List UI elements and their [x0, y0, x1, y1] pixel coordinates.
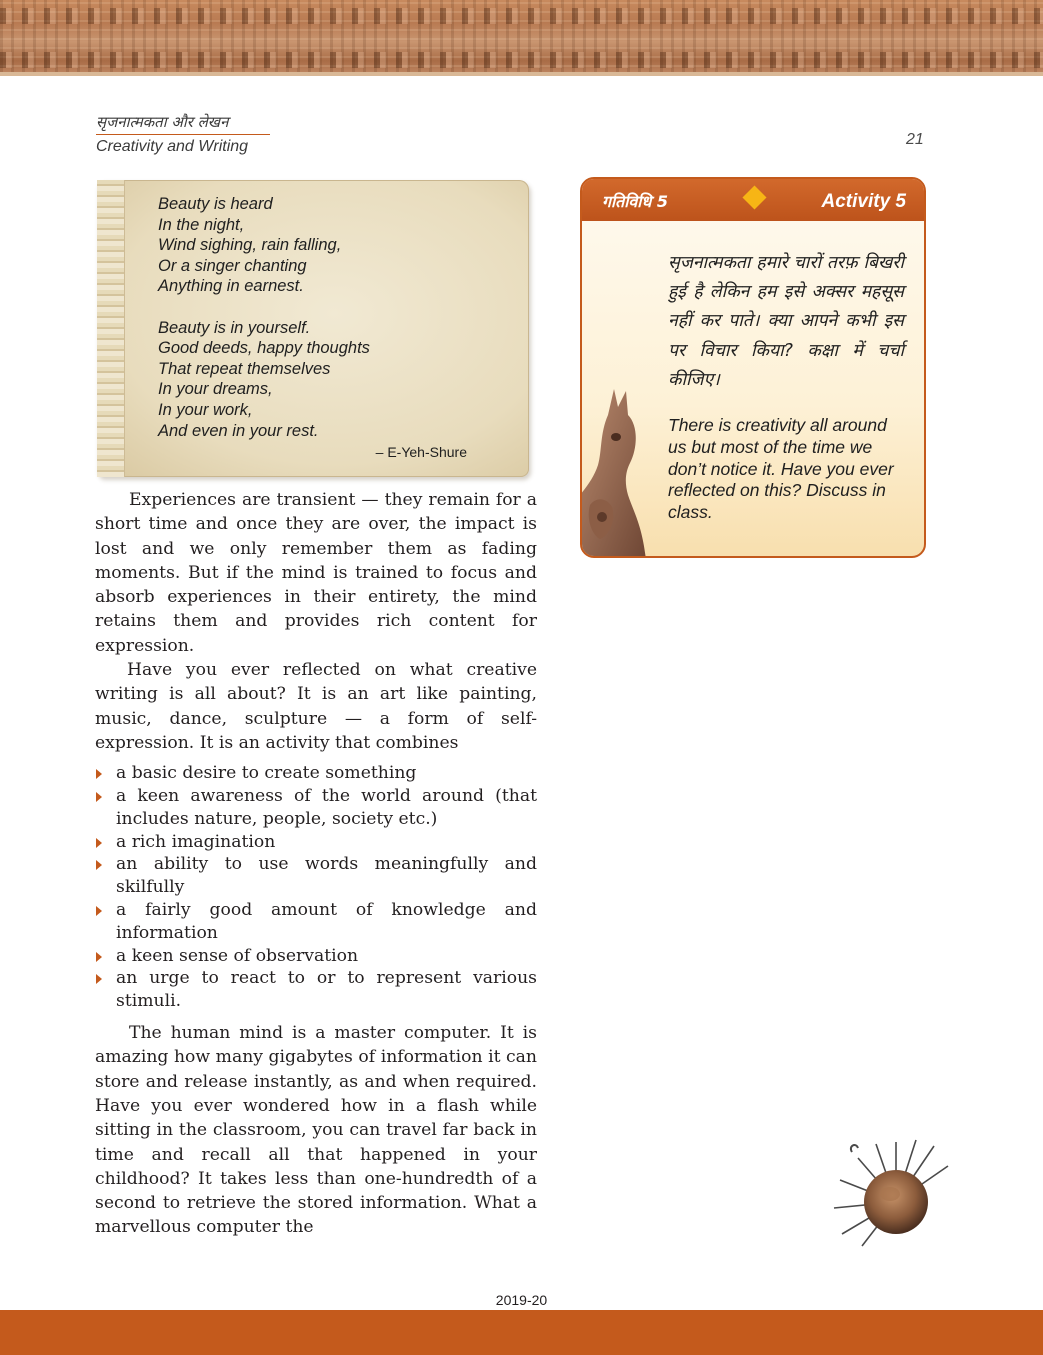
bullet-icon: [96, 838, 102, 848]
activity-label-english: Activity 5: [821, 191, 906, 212]
decorative-header-band: [0, 0, 1043, 76]
poem-line: Good deeds, happy thoughts: [158, 339, 370, 358]
main-text-column: [95, 488, 537, 1240]
footer-bar: [0, 1310, 1043, 1355]
poem-line: Beauty is heard: [158, 195, 273, 213]
list-item: a keen awareness of the world around (that includes nature, people, society etc.): [95, 785, 537, 831]
activity-box: [580, 177, 926, 558]
poem-line: Wind sighing, rain falling,: [158, 236, 342, 255]
activity-text-hindi: सृजनात्मकता हमारे चारों तरफ़ बिखरी हुई है लेकिन हम इसे अक्सर महसूस नहीं कर पाते। क्या आपने कभी इस पर विचार किया? कक्षा में चर्चा कीजिए।: [668, 253, 904, 390]
poem-author: – E-Yeh-Shure: [375, 444, 467, 460]
poem-line: In your dreams,: [158, 380, 273, 399]
list-item: an ability to use words meaningfully and skilfully: [95, 853, 537, 899]
paper-edge: [97, 180, 125, 477]
list-item: an urge to react to or to represent various stimuli.: [95, 967, 537, 1013]
poem-line: In the night,: [158, 215, 245, 234]
footer-year: 2019-20: [495, 1292, 548, 1308]
bullet-icon: [96, 952, 102, 962]
bullet-icon: [96, 792, 102, 802]
poem-line: In your work,: [158, 400, 253, 419]
running-header-english: Creativity and Writing: [96, 138, 249, 155]
list-item: a basic desire to create something: [95, 762, 537, 785]
poem-line: Or a singer chanting: [158, 256, 307, 275]
poem-line: That repeat themselves: [158, 359, 331, 378]
running-header-hindi: सृजनात्मकता और लेखन: [96, 112, 270, 135]
diamond-icon: [742, 185, 766, 209]
poem-card: [97, 180, 529, 477]
activity-label-hindi: गतिविधि 5: [602, 192, 668, 211]
bullet-icon: [96, 860, 102, 870]
running-header: [96, 112, 270, 156]
poem-line: Anything in earnest.: [158, 277, 304, 296]
bullet-icon: [96, 974, 102, 984]
list-item: a fairly good amount of knowledge and information: [95, 899, 537, 945]
bullet-icon: [96, 769, 102, 779]
list-item: a keen sense of observation: [95, 945, 537, 968]
poem-line: And even in your rest.: [158, 421, 319, 440]
paragraph: The human mind is a master computer. It is amazing how many gigabytes of information it can store and release instantly, as and when required. Have you ever wondered how in a flash while sitting in the classroom, you can travel far back in time and recall all that happened in your childhood? It takes less than one-hundredth of a second to retrieve the stored information. What a marvellous computer the: [95, 1023, 537, 1238]
paragraph: Have you ever reflected on what creative writing is all about? It is an art like painting, music, dance, sculpture — a form of self-expression. It is an activity that combines: [95, 660, 537, 753]
bullet-icon: [96, 906, 102, 916]
terracotta-horse-icon: [580, 385, 652, 558]
poem-line: Beauty is in yourself.: [158, 318, 311, 337]
bullet-list: [95, 762, 537, 1013]
activity-header: [582, 179, 924, 221]
poem: [158, 194, 370, 441]
sun-mirror-ornament-icon: [830, 1136, 952, 1248]
paragraph: Experiences are transient — they remain for a short time and once they are over, the impact is lost and we only remember them as fading moments. But if the mind is trained to focus and absorb experiences in their entirety, the mind retains them and provides rich content for expression.: [95, 490, 537, 656]
page-number: 21: [906, 131, 924, 148]
list-item: a rich imagination: [95, 831, 537, 854]
activity-text-english: There is creativity all around us but most of the time we don’t notice it. Have you ever reflected on this? Discuss in class.: [668, 415, 894, 523]
